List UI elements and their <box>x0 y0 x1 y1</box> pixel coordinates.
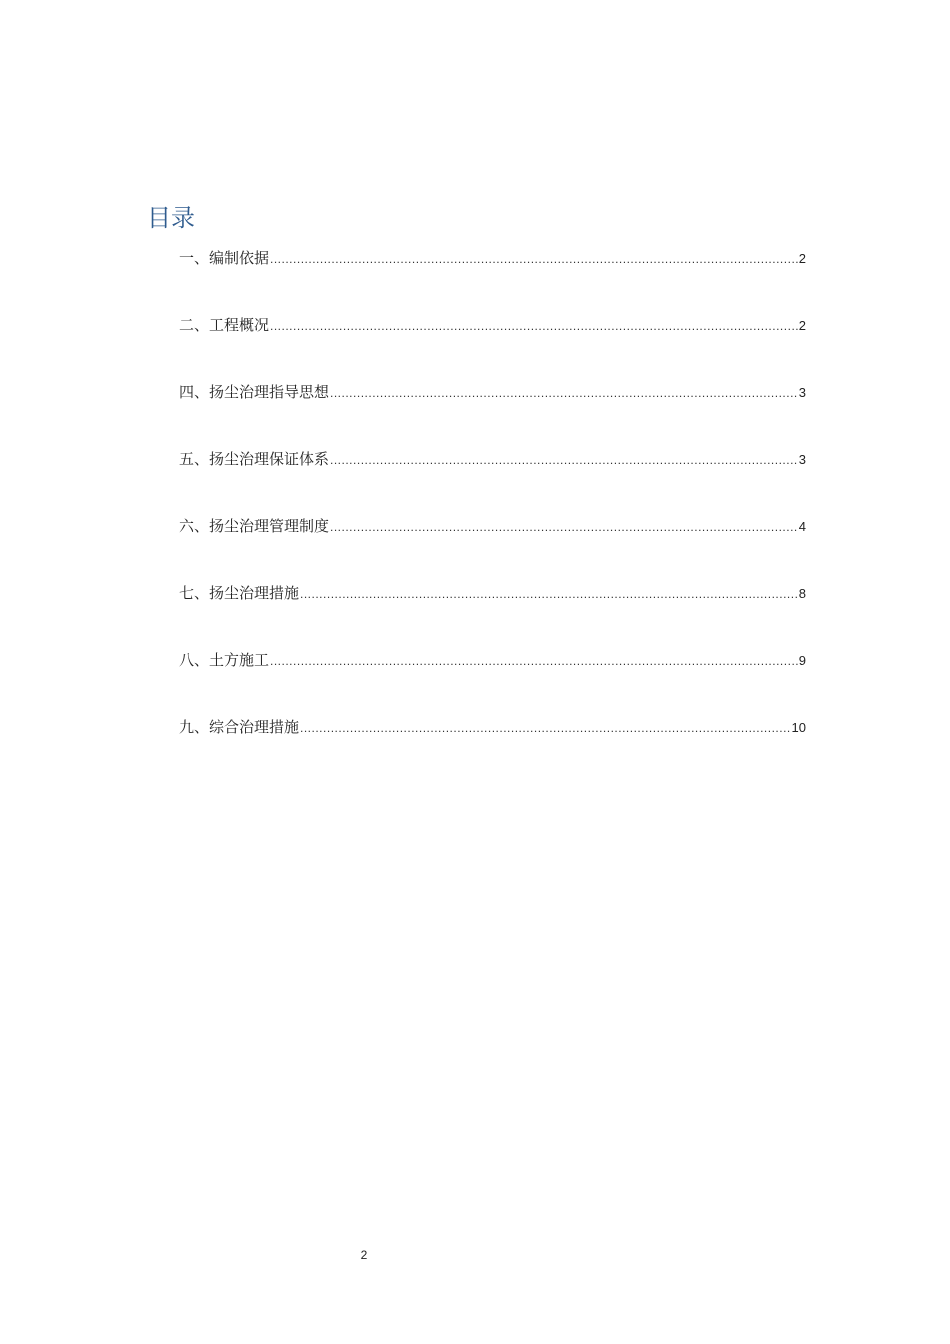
toc-entry-page: 10 <box>791 720 806 735</box>
toc-entry-4[interactable] <box>179 447 806 471</box>
toc-entry-title: 五、扬尘治理保证体系 <box>179 450 330 468</box>
toc-entry-page: 8 <box>798 586 806 601</box>
toc-entry-5[interactable] <box>179 514 806 538</box>
toc-entry-page: 3 <box>798 452 806 467</box>
toc-entry-title: 二、工程概况 <box>179 316 270 334</box>
toc-entry-title: 八、土方施工 <box>179 651 270 669</box>
toc-dot-leader <box>270 314 798 338</box>
toc-entry-8[interactable] <box>179 715 806 739</box>
toc-entry-page: 2 <box>798 318 806 333</box>
toc-dot-leader <box>270 649 798 673</box>
toc-entry-1[interactable] <box>179 246 806 270</box>
toc-entry-title: 四、扬尘治理指导思想 <box>179 383 330 401</box>
toc-dot-leader <box>330 448 798 472</box>
toc-dot-leader <box>330 515 798 539</box>
toc-dot-leader <box>270 247 798 271</box>
toc-entry-2[interactable] <box>179 313 806 337</box>
toc-entry-page: 3 <box>798 385 806 400</box>
toc-dot-leader <box>300 582 798 606</box>
toc-entry-page: 9 <box>798 653 806 668</box>
toc-dot-leader <box>330 381 798 405</box>
toc-entry-title: 六、扬尘治理管理制度 <box>179 517 330 535</box>
toc-entry-3[interactable] <box>179 380 806 404</box>
toc-dot-leader <box>300 716 791 740</box>
toc-list <box>179 246 806 782</box>
page-number: 2 <box>360 1248 368 1262</box>
toc-entry-6[interactable] <box>179 581 806 605</box>
toc-heading: 目录 <box>147 204 195 232</box>
toc-entry-title: 七、扬尘治理措施 <box>179 584 300 602</box>
toc-entry-title: 九、综合治理措施 <box>179 718 300 736</box>
toc-entry-page: 2 <box>798 251 806 266</box>
toc-entry-7[interactable] <box>179 648 806 672</box>
toc-entry-title: 一、编制依据 <box>179 249 270 267</box>
toc-entry-page: 4 <box>798 519 806 534</box>
